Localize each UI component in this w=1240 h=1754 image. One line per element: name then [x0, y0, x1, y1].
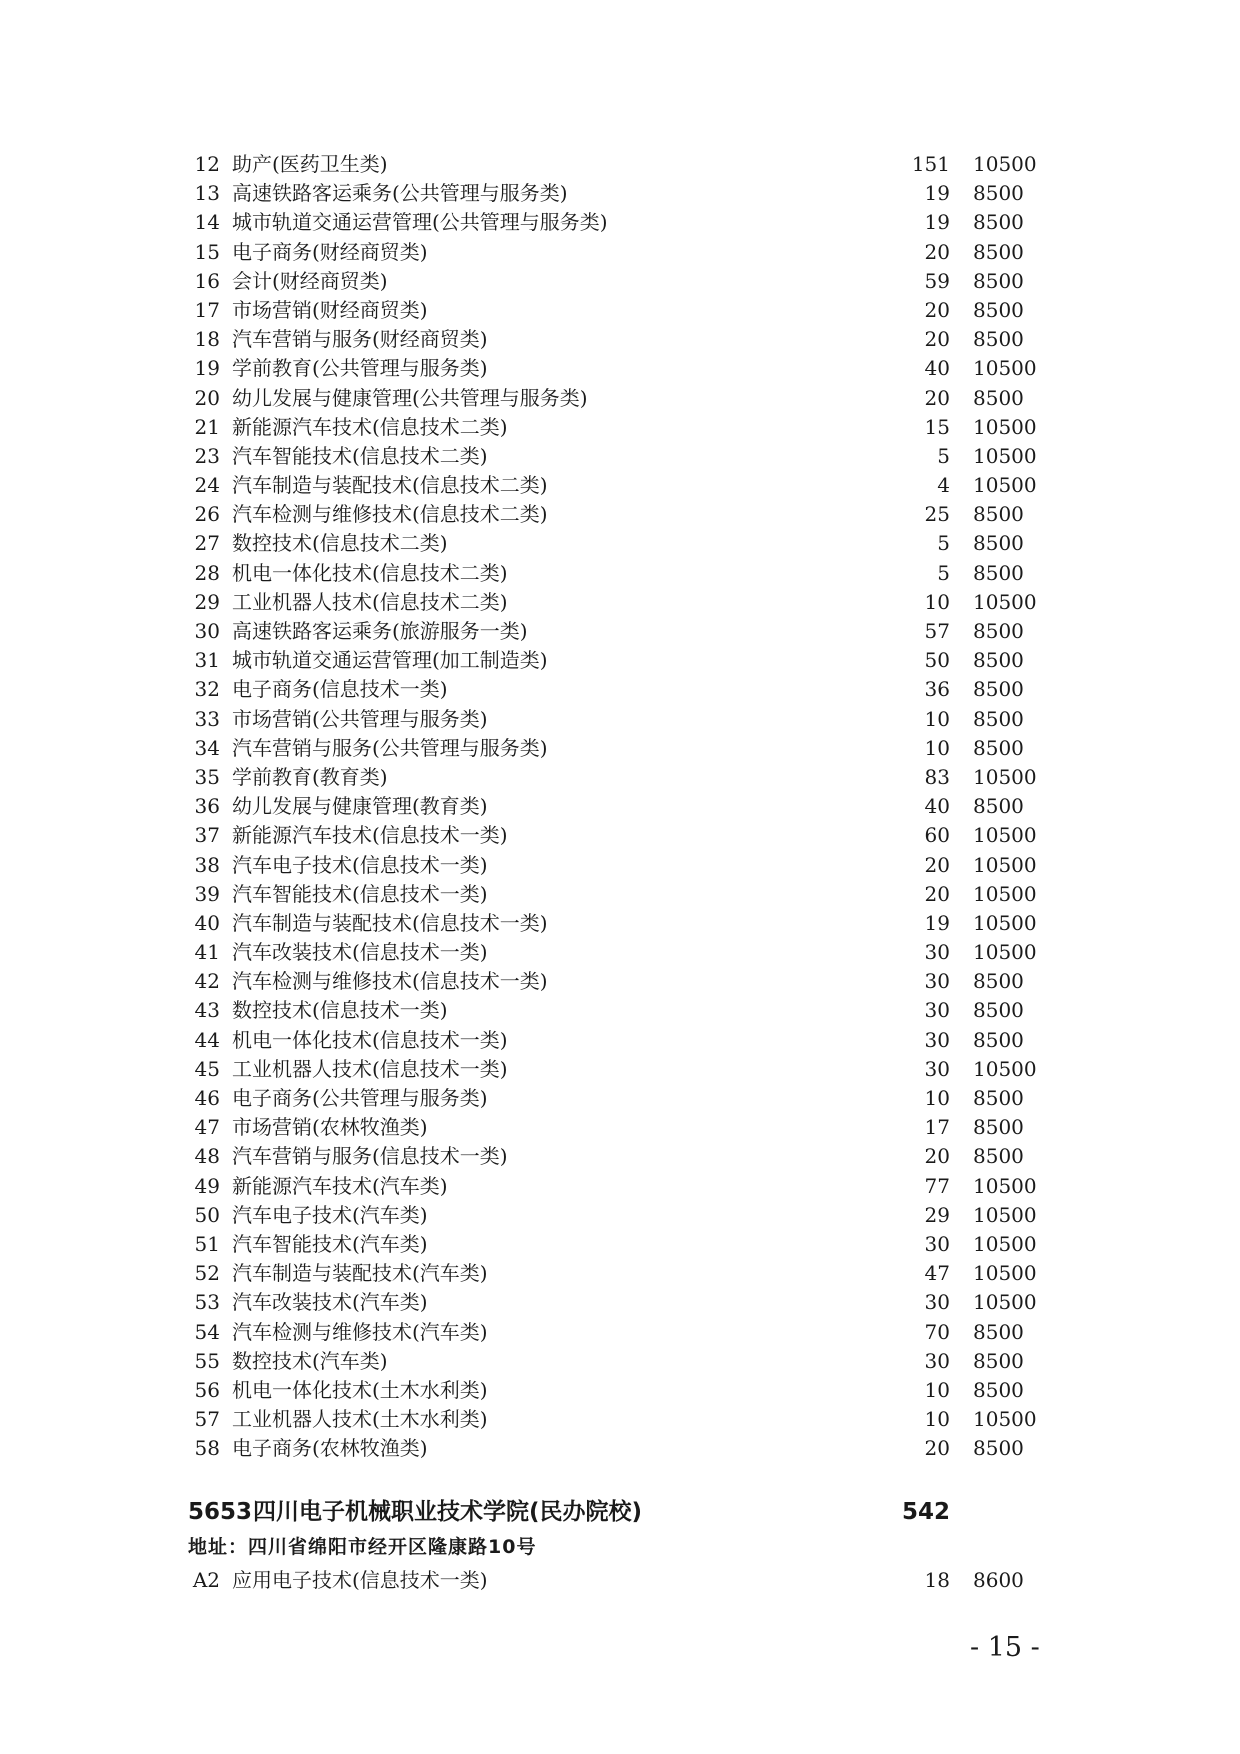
program-name: 城市轨道交通运营管理(加工制造类) [232, 648, 548, 673]
program-code: 35 [194, 764, 220, 789]
enrollment-count: 19 [924, 210, 950, 235]
program-name: 幼儿发展与健康管理(公共管理与服务类) [232, 385, 588, 410]
tuition-fee: 8500 [973, 969, 1024, 994]
tuition-fee: 8500 [973, 210, 1024, 235]
tuition-fee: 8500 [973, 385, 1024, 410]
enrollment-count: 151 [911, 152, 950, 176]
program-name: 市场营销(农林牧渔类) [232, 1115, 428, 1140]
enrollment-count: 30 [924, 940, 950, 965]
table-row [0, 880, 1240, 909]
enrollment-count: 20 [924, 327, 950, 352]
table-row [0, 1405, 1240, 1434]
program-code: 34 [194, 735, 220, 760]
program-name: 电子商务(信息技术一类) [232, 677, 448, 702]
program-name: 学前教育(公共管理与服务类) [232, 356, 488, 381]
program-name: 汽车制造与装配技术(信息技术一类) [232, 910, 548, 935]
program-code: 37 [194, 823, 220, 848]
tuition-fee: 10500 [973, 1231, 1037, 1256]
program-code: 16 [194, 268, 220, 293]
enrollment-count: 18 [924, 1568, 950, 1592]
program-name: 机电一体化技术(信息技术一类) [232, 1027, 508, 1052]
program-code: 15 [194, 239, 220, 264]
program-name: 汽车电子技术(汽车类) [232, 1202, 428, 1227]
tuition-fee: 8500 [973, 268, 1024, 293]
program-name: 应用电子技术(信息技术一类) [232, 1568, 488, 1592]
enrollment-count: 20 [924, 385, 950, 410]
table-row [0, 1026, 1240, 1055]
program-code: 50 [194, 1202, 220, 1227]
program-code: 31 [194, 648, 220, 673]
tuition-fee: 10500 [973, 764, 1037, 789]
enrollment-count: 47 [924, 1261, 950, 1286]
table-row [0, 325, 1240, 354]
tuition-fee: 8500 [973, 1086, 1024, 1110]
program-name: 助产(医药卫生类) [232, 152, 388, 176]
program-code: 13 [194, 181, 220, 206]
program-code: 24 [194, 473, 220, 498]
tuition-fee: 10500 [973, 589, 1037, 614]
program-code: 32 [194, 677, 220, 702]
table-row [0, 705, 1240, 734]
table-row [0, 267, 1240, 296]
table-row [0, 617, 1240, 646]
table-row [0, 238, 1240, 267]
tuition-fee: 8500 [973, 619, 1024, 643]
program-code: 48 [194, 1144, 220, 1169]
enrollment-count: 77 [924, 1173, 950, 1198]
table-row [0, 996, 1240, 1025]
table-row [0, 588, 1240, 617]
table-row [0, 1259, 1240, 1288]
enrollment-count: 5 [937, 560, 950, 585]
enrollment-count: 30 [924, 998, 950, 1023]
enrollment-count: 17 [924, 1115, 950, 1140]
enrollment-count: 30 [924, 1027, 950, 1052]
enrollment-count: 83 [924, 764, 950, 789]
program-name: 数控技术(信息技术二类) [232, 531, 448, 556]
school-code: 5653 [188, 1499, 253, 1525]
enrollment-count: 10 [924, 1407, 950, 1432]
table-row [0, 1113, 1240, 1142]
school-program-list [0, 1566, 1240, 1595]
enrollment-count: 5 [937, 531, 950, 556]
tuition-fee: 8500 [973, 998, 1024, 1023]
program-name: 电子商务(农林牧渔类) [232, 1436, 428, 1461]
program-code: 47 [194, 1115, 220, 1140]
tuition-fee: 8500 [973, 1377, 1024, 1402]
table-row [0, 1347, 1240, 1376]
enrollment-count: 30 [924, 1348, 950, 1373]
program-code: 23 [194, 443, 220, 468]
tuition-fee: 8500 [973, 1027, 1024, 1052]
enrollment-count: 36 [924, 677, 950, 702]
program-code: 27 [194, 531, 220, 556]
program-code: 17 [194, 297, 220, 322]
program-code: 58 [194, 1436, 220, 1461]
tuition-fee: 10500 [973, 473, 1037, 498]
table-row [0, 734, 1240, 763]
program-code: 39 [194, 881, 220, 906]
program-code: 43 [194, 998, 220, 1023]
tuition-fee: 10500 [973, 1173, 1037, 1198]
enrollment-count: 20 [924, 1144, 950, 1169]
tuition-fee: 10500 [973, 443, 1037, 468]
program-code: 19 [194, 356, 220, 381]
table-row [0, 967, 1240, 996]
program-name: 汽车制造与装配技术(汽车类) [232, 1261, 488, 1286]
program-name: 机电一体化技术(土木水利类) [232, 1377, 488, 1402]
tuition-fee: 10500 [973, 1407, 1037, 1432]
program-code: 51 [194, 1231, 220, 1256]
tuition-fee: 8500 [973, 1115, 1024, 1140]
tuition-fee: 10500 [973, 823, 1037, 848]
table-row [0, 296, 1240, 325]
enrollment-count: 40 [924, 794, 950, 819]
enrollment-count: 20 [924, 1436, 950, 1461]
table-row [0, 208, 1240, 237]
enrollment-count: 20 [924, 881, 950, 906]
tuition-fee: 10500 [973, 1261, 1037, 1286]
tuition-fee: 8500 [973, 181, 1024, 206]
tuition-fee: 8500 [973, 531, 1024, 556]
enrollment-count: 25 [924, 502, 950, 527]
tuition-fee: 10500 [973, 414, 1037, 439]
enrollment-count: 10 [924, 735, 950, 760]
program-name: 汽车检测与维修技术(信息技术二类) [232, 502, 548, 527]
tuition-fee: 10500 [973, 1056, 1037, 1081]
tuition-fee: 8500 [973, 1436, 1024, 1461]
tuition-fee: 10500 [973, 1202, 1037, 1227]
table-row [0, 354, 1240, 383]
table-row [0, 1434, 1240, 1463]
table-row [0, 1055, 1240, 1084]
program-code: 53 [194, 1290, 220, 1315]
tuition-fee: 10500 [973, 881, 1037, 906]
program-name: 汽车智能技术(汽车类) [232, 1231, 428, 1256]
table-row [0, 384, 1240, 413]
program-name: 汽车检测与维修技术(信息技术一类) [232, 969, 548, 994]
program-code: 14 [194, 210, 220, 235]
enrollment-count: 30 [924, 1231, 950, 1256]
program-code: A2 [192, 1568, 220, 1592]
table-row [0, 1376, 1240, 1405]
enrollment-count: 19 [924, 181, 950, 206]
tuition-fee: 8500 [973, 735, 1024, 760]
table-row [0, 471, 1240, 500]
program-code: 28 [194, 560, 220, 585]
table-row [0, 938, 1240, 967]
program-name: 幼儿发展与健康管理(教育类) [232, 794, 488, 819]
program-code: 56 [194, 1377, 220, 1402]
enrollment-count: 50 [924, 648, 950, 673]
program-code: 45 [194, 1056, 220, 1081]
enrollment-count: 57 [924, 619, 950, 643]
school-total: 542 [901, 1499, 950, 1525]
tuition-fee: 8600 [973, 1568, 1024, 1592]
program-name: 汽车营销与服务(财经商贸类) [232, 327, 488, 352]
program-name: 新能源汽车技术(信息技术一类) [232, 823, 508, 848]
enrollment-count: 10 [924, 589, 950, 614]
table-row [0, 1172, 1240, 1201]
program-name: 汽车营销与服务(信息技术一类) [232, 1144, 508, 1169]
table-row [0, 1142, 1240, 1171]
table-row [0, 1566, 1240, 1595]
program-name: 工业机器人技术(土木水利类) [232, 1407, 488, 1432]
table-row [0, 179, 1240, 208]
program-name: 汽车检测与维修技术(汽车类) [232, 1319, 488, 1344]
tuition-fee: 8500 [973, 1319, 1024, 1344]
program-name: 市场营销(财经商贸类) [232, 297, 428, 322]
program-name: 汽车智能技术(信息技术二类) [232, 443, 488, 468]
program-code: 18 [194, 327, 220, 352]
program-name: 汽车改装技术(信息技术一类) [232, 940, 488, 965]
enrollment-count: 40 [924, 356, 950, 381]
program-code: 20 [194, 385, 220, 410]
program-code: 40 [194, 910, 220, 935]
enrollment-count: 70 [924, 1319, 950, 1344]
tuition-fee: 8500 [973, 327, 1024, 352]
page-number: - 15 - [970, 1632, 1040, 1663]
table-row [0, 500, 1240, 529]
school-name: 四川电子机械职业技术学院(民办院校) [253, 1499, 643, 1525]
enrollment-count: 5 [937, 443, 950, 468]
enrollment-count: 19 [924, 910, 950, 935]
table-row [0, 1230, 1240, 1259]
program-name: 高速铁路客运乘务(公共管理与服务类) [232, 181, 568, 206]
enrollment-count: 15 [924, 414, 950, 439]
table-row [0, 150, 1240, 179]
table-row [0, 675, 1240, 704]
tuition-fee: 10500 [973, 940, 1037, 965]
tuition-fee: 8500 [973, 648, 1024, 673]
enrollment-count: 60 [924, 823, 950, 848]
table-row [0, 442, 1240, 471]
program-name: 数控技术(汽车类) [232, 1348, 388, 1373]
program-name: 高速铁路客运乘务(旅游服务一类) [232, 619, 528, 643]
table-row [0, 1084, 1240, 1113]
program-name: 新能源汽车技术(汽车类) [232, 1173, 448, 1198]
tuition-fee: 10500 [973, 910, 1037, 935]
enrollment-count: 10 [924, 706, 950, 731]
table-row [0, 792, 1240, 821]
program-name: 汽车改装技术(汽车类) [232, 1290, 428, 1315]
program-code: 33 [194, 706, 220, 731]
table-row [0, 646, 1240, 675]
program-code: 36 [194, 794, 220, 819]
enrollment-count: 20 [924, 239, 950, 264]
program-name: 机电一体化技术(信息技术二类) [232, 560, 508, 585]
program-code: 21 [194, 414, 220, 439]
enrollment-count: 10 [924, 1086, 950, 1110]
program-name: 工业机器人技术(信息技术二类) [232, 589, 508, 614]
table-row [0, 851, 1240, 880]
program-name: 数控技术(信息技术一类) [232, 998, 448, 1023]
table-row [0, 763, 1240, 792]
program-name: 新能源汽车技术(信息技术二类) [232, 414, 508, 439]
program-name: 城市轨道交通运营管理(公共管理与服务类) [232, 210, 608, 235]
school-address: 地址：四川省绵阳市经开区隆康路10号 [188, 1536, 537, 1558]
enrollment-count: 59 [924, 268, 950, 293]
program-name: 学前教育(教育类) [232, 764, 388, 789]
tuition-fee: 8500 [973, 1348, 1024, 1373]
tuition-fee: 10500 [973, 1290, 1037, 1315]
table-row [0, 1201, 1240, 1230]
program-code: 41 [194, 940, 220, 965]
program-name: 汽车电子技术(信息技术一类) [232, 852, 488, 877]
enrollment-count: 30 [924, 1290, 950, 1315]
enrollment-count: 20 [924, 852, 950, 877]
table-row [0, 821, 1240, 850]
program-name: 汽车智能技术(信息技术一类) [232, 881, 488, 906]
tuition-fee: 10500 [973, 852, 1037, 877]
enrollment-count: 20 [924, 297, 950, 322]
program-code: 29 [194, 589, 220, 614]
enrollment-count: 30 [924, 969, 950, 994]
program-code: 46 [194, 1086, 220, 1110]
tuition-fee: 10500 [973, 356, 1037, 381]
tuition-fee: 8500 [973, 297, 1024, 322]
school-header [0, 1495, 1240, 1529]
program-code: 12 [194, 152, 220, 176]
tuition-fee: 10500 [973, 152, 1037, 176]
tuition-fee: 8500 [973, 677, 1024, 702]
tuition-fee: 8500 [973, 1144, 1024, 1169]
enrollment-count: 4 [937, 473, 950, 498]
program-code: 55 [194, 1348, 220, 1373]
table-row [0, 413, 1240, 442]
program-name: 市场营销(公共管理与服务类) [232, 706, 488, 731]
enrollment-count: 30 [924, 1056, 950, 1081]
enrollment-count: 10 [924, 1377, 950, 1402]
tuition-fee: 8500 [973, 794, 1024, 819]
program-code: 52 [194, 1261, 220, 1286]
program-code: 49 [194, 1173, 220, 1198]
program-name: 工业机器人技术(信息技术一类) [232, 1056, 508, 1081]
tuition-fee: 8500 [973, 560, 1024, 585]
program-name: 汽车营销与服务(公共管理与服务类) [232, 735, 548, 760]
tuition-fee: 8500 [973, 502, 1024, 527]
program-code: 38 [194, 852, 220, 877]
program-code: 30 [194, 619, 220, 643]
tuition-fee: 8500 [973, 239, 1024, 264]
program-name: 电子商务(公共管理与服务类) [232, 1086, 488, 1110]
program-code: 54 [194, 1319, 220, 1344]
program-list [0, 150, 1240, 1463]
table-row [0, 559, 1240, 588]
program-name: 电子商务(财经商贸类) [232, 239, 428, 264]
table-row [0, 909, 1240, 938]
program-code: 42 [194, 969, 220, 994]
program-code: 26 [194, 502, 220, 527]
table-row [0, 529, 1240, 558]
program-name: 会计(财经商贸类) [232, 268, 388, 293]
program-code: 44 [194, 1027, 220, 1052]
program-name: 汽车制造与装配技术(信息技术二类) [232, 473, 548, 498]
enrollment-count: 29 [924, 1202, 950, 1227]
program-code: 57 [194, 1407, 220, 1432]
tuition-fee: 8500 [973, 706, 1024, 731]
table-row [0, 1318, 1240, 1347]
table-row [0, 1288, 1240, 1317]
